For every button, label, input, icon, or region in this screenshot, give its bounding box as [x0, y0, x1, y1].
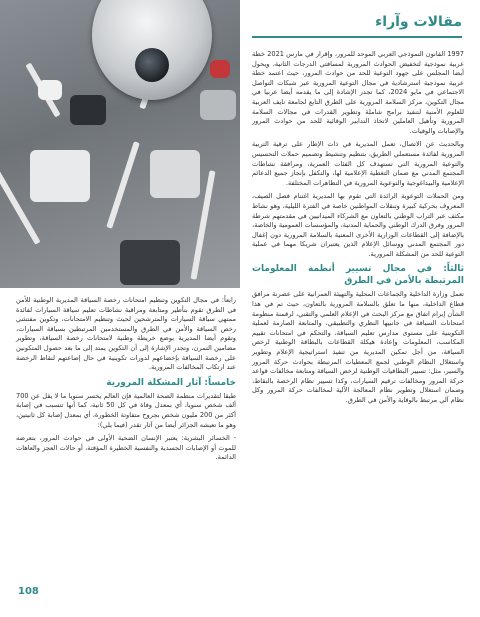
page-number: 108 — [18, 586, 39, 597]
title-divider — [252, 36, 462, 38]
paragraph: - الخسائر البشرية: يعتبر الإنسان الضحية الأولى في حوادث المرور، بتعرضه للموت أو الإصابات الجسدية والنفسية الخطيرة المؤقتة، أو حالات العجز والعاهات الدائمة. — [16, 434, 236, 462]
paragraph: رابعاً: في مجال التكوين وتنظيم امتحانات رخصة السياقة المديرية الوطنية للأمن في الطرق تقوم بتأطير ومتابعة ومراقبة نشاطات تعليم سياقة السيارات لفائدة ممتهي سياقة السيارات والمترشحين لحيث وتنظيم الامتحانات، وتكوين مفتشي رخص السياقة والأمن في الطرق والمستخدمين المرتبطين بسياقة السيارات، وتقوم أيضا المديرية بوضع خريطة وطنية لامتحانات رخصة السياقة، وتطوير مضامين التمرن، وتجدر الإشارة إلى أن التكوين يمتد إلى ما بعد حصول المتكونين على رخصة السياقة بإخضاعهم لدورات تكوينية في حال إضاعتهم لنقاط الرخصة عند ارتكاب المخالفات المرورية. — [16, 296, 236, 372]
paragraph: تعمل وزارة الداخلية والجماعات المحلية والتهيئة العمرانية على عصرنة مرافق قطاع الداخلية، منها ما تعلق بالسلامة المرورية بالتعاون، حيث تم في هذا الشأن إبرام اتفاق مع مركز البحث في الإعلام العلمي والتقني، لرقمنة منظومة امتحانات السياقة في جانبيها النظري والتطبيقي، والمتابعة الصارمة لعملية التكوينية على مستوى مدارس تعليم السياقة، والتحكم في امتحانات تقييم المكاسب، المعلومات وإعادة هيكلة القطاعات بالبطاقة الوطنية لرخص السياقة، من أجل تمكين المديرية من تنفيذ استراتيجية الإعلام وتطوير واستغلال النظام الوطني لجمع المعطيات المرتبطة بحوادث حركة المرور والسير، مثل: تسيير البطاقيات الوطنية لرخص السياقة ومتابعة مخالفات قواعد حركة المرور ومخالفات ترقيم السيارات، وكذا تسيير نظام الرخصة بالنقاط، وضمان استغلال وتطوير نظام المعالجة الآلية لمخالفات حركة المرور وكل نظام آلي مرتبط بالوقاية والأمن في الطرق. — [252, 290, 464, 404]
paragraph: وبالحديث عن الاتصال، تعمل المديرية في ذات الإطار على ترقية التربية المرورية لفائدة مستعملي الطريق، بتنظيم وتنشيط وتصميم حملات التحسيس والتوعية المرورية التي تستهدف كل الفئات العمرية، ومرافقة نشاطات المجتمع المدني مع ضمان التغطية الإعلامية لها، والتكفل بإنجاز جميع الدعائم الإعلامية والبيداغوجية والتوعوية المرورية في التظاهرات المختلفة. — [252, 140, 464, 187]
heading-third-section: ثالثاً: في مجال تسيير أنظمة المعلومات المرتبطة بالأمن في الطرق — [252, 264, 464, 287]
paragraph: 1997 الفانون النموذجي العربي الموحد للمرور، وإقرار في مارس 2021 خطة عربية نموذجية لتخفيض الحوادث المرورية لمسافتي الدرجات الثانية، ويحول أيضا المجلس على جهود التوعية للحد من حوادث المرور، حيث اعتمد خطة عربية نموذجية استرشادية في مجال التوعية المرورية عبر شبكات التواصل الاجتماعي في مايو 2024، كما تجدر الإشادة إلى ما يقدمه أيضا عربيا في مجال التكوين، مركز السلامة المرورية على الطرق التابع لجامعة نايف العربية للعلوم الأمنية لتنفيذ برامج شاملة وتطوير القدرات في مجالات السلامة المرورية وتأهيل العاملين لاتخاذ التدابير الوقائية للحد من حوادث المرور والإصابات والوفيات. — [252, 50, 464, 135]
left-text-column — [16, 296, 236, 467]
camera-lens — [135, 48, 169, 82]
section-title: مقالات وآراء — [375, 14, 462, 30]
paragraph: طبقا لتقديرات منظمة الصحة العالمية فإن العالم يخسر سنويا ما لا يقل عن 700 ألف شخص سنويا، أي بمعدل وفاة في كل 50 ثانية، كما أنها تتسبب في إصابة أكثر من 200 مليون شخص بجروح متفاوتة الخطورة، أي بمعدل إصابة كل ثانيتين، وهو ما تعيشه الجزائر أيضا من آثار تقدر (فيما يلي): — [16, 391, 237, 429]
traffic-camera-photo — [0, 0, 240, 288]
paragraph: ومن الحملات التوعوية الرائدة التي تقوم بها المديرية اغتنام فصل الصيف، المعروف بحركية كبيرة وتنقلات المواطنين خاصة في الفترة الليلية، وهو نشاط مكثف عبر التراب الوطني بالتعاون مع الشركاء الميدانيين في مقدمتهم شرطة المرور وفرق الدرك الوطني والحماية المدنية، والمؤسسات العمومية والخاصة، بالإضافة إلى القطاعات الوزارية الأخرى المعنية بالسلامة المرورية دون إغفال دور المجتمع المدني ووسائل الإعلام الذين يعتبران شريكا مهما في عملية التوعية للحد من المشكلة المرورية. — [252, 192, 464, 258]
heading-fifth-section: خامساً: آثار المشكلة المرورية — [106, 377, 236, 388]
right-text-column — [252, 50, 464, 410]
